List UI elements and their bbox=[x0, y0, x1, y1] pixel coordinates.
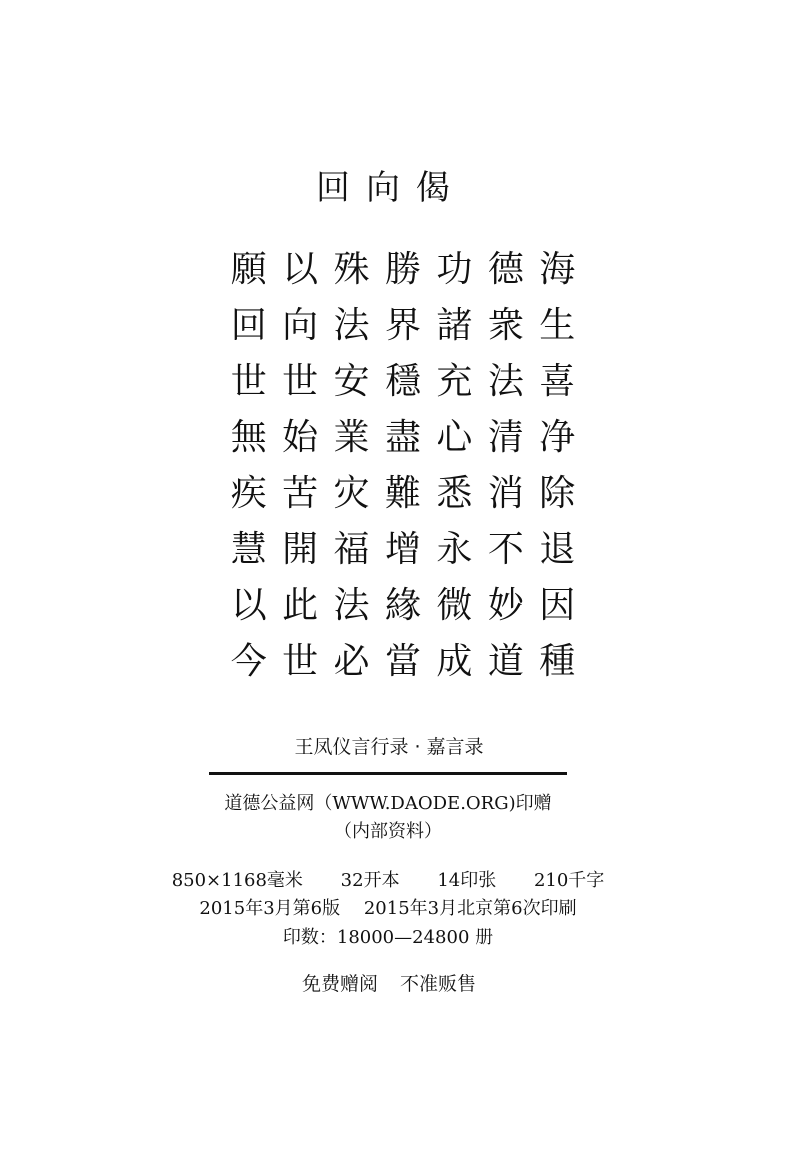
verse-char: 慧 bbox=[230, 529, 267, 570]
verse-char: 不 bbox=[487, 529, 524, 570]
verse-char: 世 bbox=[230, 361, 267, 402]
verse-body bbox=[224, 242, 584, 690]
verse-char: 難 bbox=[384, 473, 421, 514]
verse-line bbox=[224, 354, 584, 410]
verse-char: 生 bbox=[539, 305, 576, 346]
verse-char: 界 bbox=[384, 305, 421, 346]
verse-char: 法 bbox=[487, 361, 524, 402]
spec-line bbox=[0, 869, 776, 893]
verse-line bbox=[224, 522, 584, 578]
verse-char: 充 bbox=[436, 361, 473, 402]
verse-char: 開 bbox=[282, 529, 319, 570]
verse-char: 向 bbox=[282, 305, 319, 346]
verse-char: 永 bbox=[436, 529, 473, 570]
verse-char: 以 bbox=[282, 249, 319, 290]
verse-char: 今 bbox=[230, 641, 267, 682]
edition-line bbox=[0, 897, 776, 921]
book-series-title: 王凤仪言行录 · 嘉言录 bbox=[294, 736, 484, 758]
verse-char: 喜 bbox=[539, 361, 576, 402]
verse-char: 安 bbox=[333, 361, 370, 402]
divider bbox=[209, 772, 567, 775]
verse-char: 盡 bbox=[384, 417, 421, 458]
verse-char: 除 bbox=[539, 473, 576, 514]
verse-char: 法 bbox=[333, 585, 370, 626]
verse-line bbox=[224, 578, 584, 634]
verse-char: 無 bbox=[230, 417, 267, 458]
verse-char: 殊 bbox=[333, 249, 370, 290]
size-spec: 32开本 bbox=[340, 870, 400, 891]
edition-info: 2015年3月第6版 bbox=[199, 898, 341, 919]
verse-line bbox=[224, 410, 584, 466]
verse-title: 回向偈 bbox=[316, 168, 466, 208]
verse-char: 緣 bbox=[384, 585, 421, 626]
verse-char: 穩 bbox=[384, 361, 421, 402]
verse-char: 必 bbox=[333, 641, 370, 682]
verse-char: 始 bbox=[282, 417, 319, 458]
verse-char: 衆 bbox=[487, 305, 524, 346]
verse-char: 净 bbox=[539, 417, 576, 458]
verse-line bbox=[224, 466, 584, 522]
verse-char: 心 bbox=[436, 417, 473, 458]
gift-line: 道德公益网（WWW.DAODE.ORG)印赠 bbox=[224, 793, 552, 814]
print-run: 印数：18000—24800 册 bbox=[282, 927, 494, 948]
verse-char: 清 bbox=[487, 417, 524, 458]
verse-char: 業 bbox=[333, 417, 370, 458]
verse-char: 願 bbox=[230, 249, 267, 290]
notice-line bbox=[0, 971, 778, 997]
verse-char: 以 bbox=[230, 585, 267, 626]
verse-char: 世 bbox=[282, 641, 319, 682]
words-spec: 210千字 bbox=[533, 870, 605, 891]
verse-char: 勝 bbox=[384, 249, 421, 290]
format-spec: 850×1168毫米 bbox=[171, 870, 303, 891]
verse-char: 福 bbox=[333, 529, 370, 570]
verse-line bbox=[224, 298, 584, 354]
verse-char: 苦 bbox=[282, 473, 319, 514]
verse-char: 增 bbox=[384, 529, 421, 570]
verse-char: 因 bbox=[539, 585, 576, 626]
verse-char: 諸 bbox=[436, 305, 473, 346]
verse-char: 當 bbox=[384, 641, 421, 682]
verse-char: 海 bbox=[539, 249, 576, 290]
verse-char: 成 bbox=[436, 641, 473, 682]
verse-char: 回 bbox=[230, 305, 267, 346]
verse-char: 法 bbox=[333, 305, 370, 346]
verse-char: 道 bbox=[487, 641, 524, 682]
verse-char: 退 bbox=[539, 529, 576, 570]
verse-char: 種 bbox=[539, 641, 576, 682]
verse-char: 消 bbox=[487, 473, 524, 514]
printing-info: 2015年3月北京第6次印刷 bbox=[363, 898, 577, 919]
verse-char: 德 bbox=[487, 249, 524, 290]
verse-char: 世 bbox=[282, 361, 319, 402]
verse-char: 微 bbox=[436, 585, 473, 626]
verse-char: 灾 bbox=[333, 473, 370, 514]
sheets-spec: 14印张 bbox=[437, 870, 497, 891]
not-for-sale-notice: 不准贩售 bbox=[400, 973, 477, 995]
free-notice: 免费赠阅 bbox=[301, 973, 378, 995]
verse-char: 妙 bbox=[487, 585, 524, 626]
internal-note: （内部资料） bbox=[334, 821, 442, 842]
verse-char: 功 bbox=[436, 249, 473, 290]
verse-line bbox=[224, 634, 584, 690]
verse-line bbox=[224, 242, 584, 298]
verse-char: 疾 bbox=[230, 473, 267, 514]
verse-char: 此 bbox=[282, 585, 319, 626]
verse-char: 悉 bbox=[436, 473, 473, 514]
